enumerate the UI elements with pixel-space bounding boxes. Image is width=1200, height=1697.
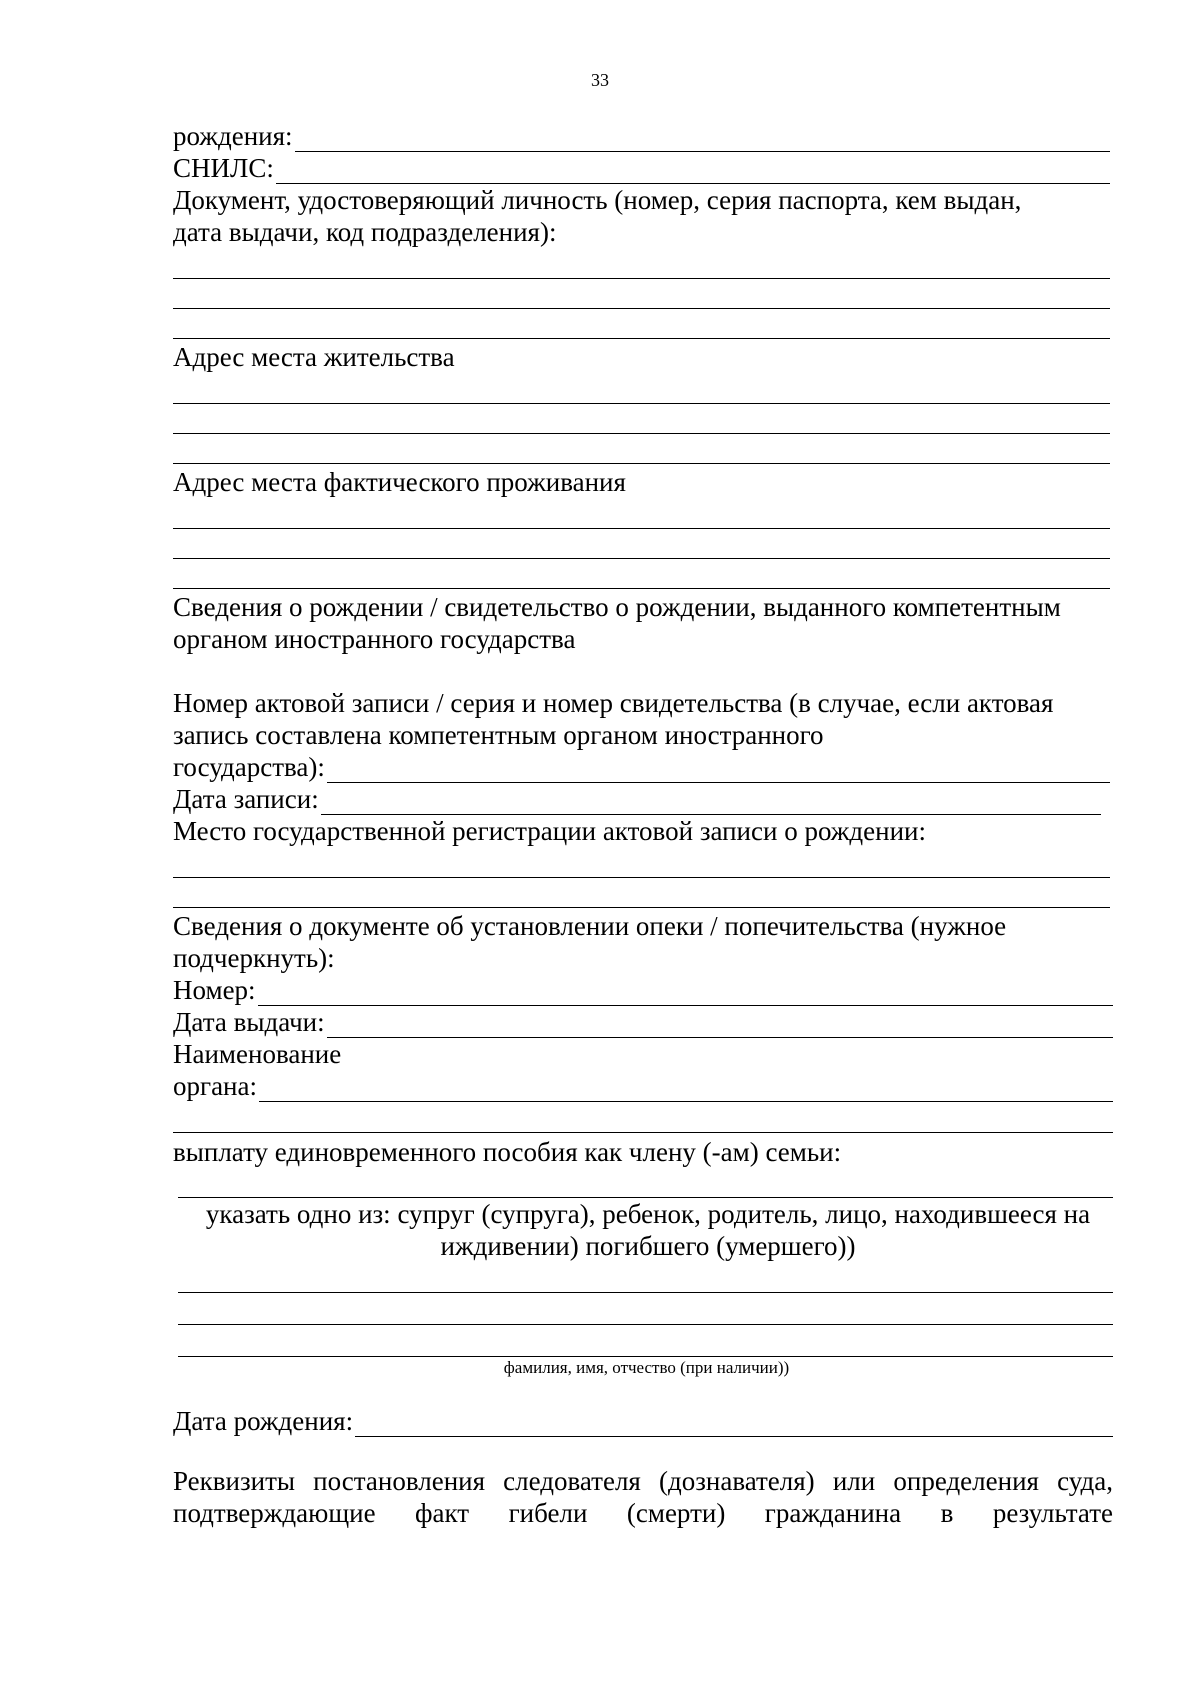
authority-row: [173, 1070, 1113, 1102]
number-input-line[interactable]: [258, 980, 1113, 1006]
actual-address-label: Адрес места фактического проживания: [173, 467, 626, 497]
payment-label: выплату единовременного пособия как члену (-ам) семьи:: [173, 1137, 842, 1167]
snils-input-line[interactable]: [276, 158, 1110, 184]
record-date-input-line[interactable]: [321, 789, 1101, 815]
form-body: [173, 120, 1113, 1529]
number-row: [173, 974, 1113, 1006]
birth-input-line[interactable]: [295, 126, 1110, 152]
authority-label: органа:: [173, 1071, 257, 1101]
guardianship-label: Сведения о документе об установлении опеки / попечительства (нужное подчеркнуть):: [173, 911, 1007, 973]
fio-caption: фамилия, имя, отчество (при наличии)): [503, 1358, 790, 1377]
issue-date-input-line[interactable]: [327, 1012, 1113, 1038]
snils-label: СНИЛС:: [173, 153, 274, 183]
record-number-input-line[interactable]: [327, 757, 1110, 783]
number-label: Номер:: [173, 975, 256, 1005]
birth-info-label: Сведения о рождении / свидетельство о рождении, выданного компетентным органом иностранного государства: [173, 592, 1061, 654]
issue-date-label: Дата выдачи:: [173, 1007, 325, 1037]
residence-address-label: Адрес места жительства: [173, 342, 455, 372]
birth-label: рождения:: [173, 121, 293, 151]
snils-row: [173, 152, 1110, 184]
issue-date-row: [173, 1006, 1113, 1038]
registration-place-label: Место государственной регистрации актовой записи о рождении:: [173, 816, 926, 846]
record-date-row: [173, 783, 1101, 815]
birth-row: [173, 120, 1110, 152]
page-number: 33: [591, 70, 609, 90]
requisites-line-2: подтверждающие факт гибели (смерти) гражданина в результате: [173, 1498, 1113, 1528]
dob-row: [173, 1405, 1113, 1437]
dob-input-line[interactable]: [355, 1411, 1113, 1437]
relation-hint: указать одно из: супруг (супруга), ребенок, родитель, лицо, находившееся на иждивении) погибшего (умершего)): [205, 1199, 1091, 1261]
authority-name-label: Наименование: [173, 1039, 342, 1069]
record-number-row: [173, 751, 1110, 783]
record-date-label: Дата записи:: [173, 784, 319, 814]
requisites-line-1: Реквизиты постановления следователя (дознавателя) или определения суда,: [173, 1466, 1113, 1496]
dob-label: Дата рождения:: [173, 1406, 354, 1436]
record-number-label: Номер актовой записи / серия и номер свидетельства (в случае, если актовая запись составлена компетентным органом иностранного: [173, 688, 1054, 750]
authority-input-line[interactable]: [259, 1076, 1113, 1102]
identity-doc-label: Документ, удостоверяющий личность (номер, серия паспорта, кем выдан, дата выдачи, код подразделения):: [173, 185, 1022, 247]
record-number-label-end: государства):: [173, 752, 325, 782]
